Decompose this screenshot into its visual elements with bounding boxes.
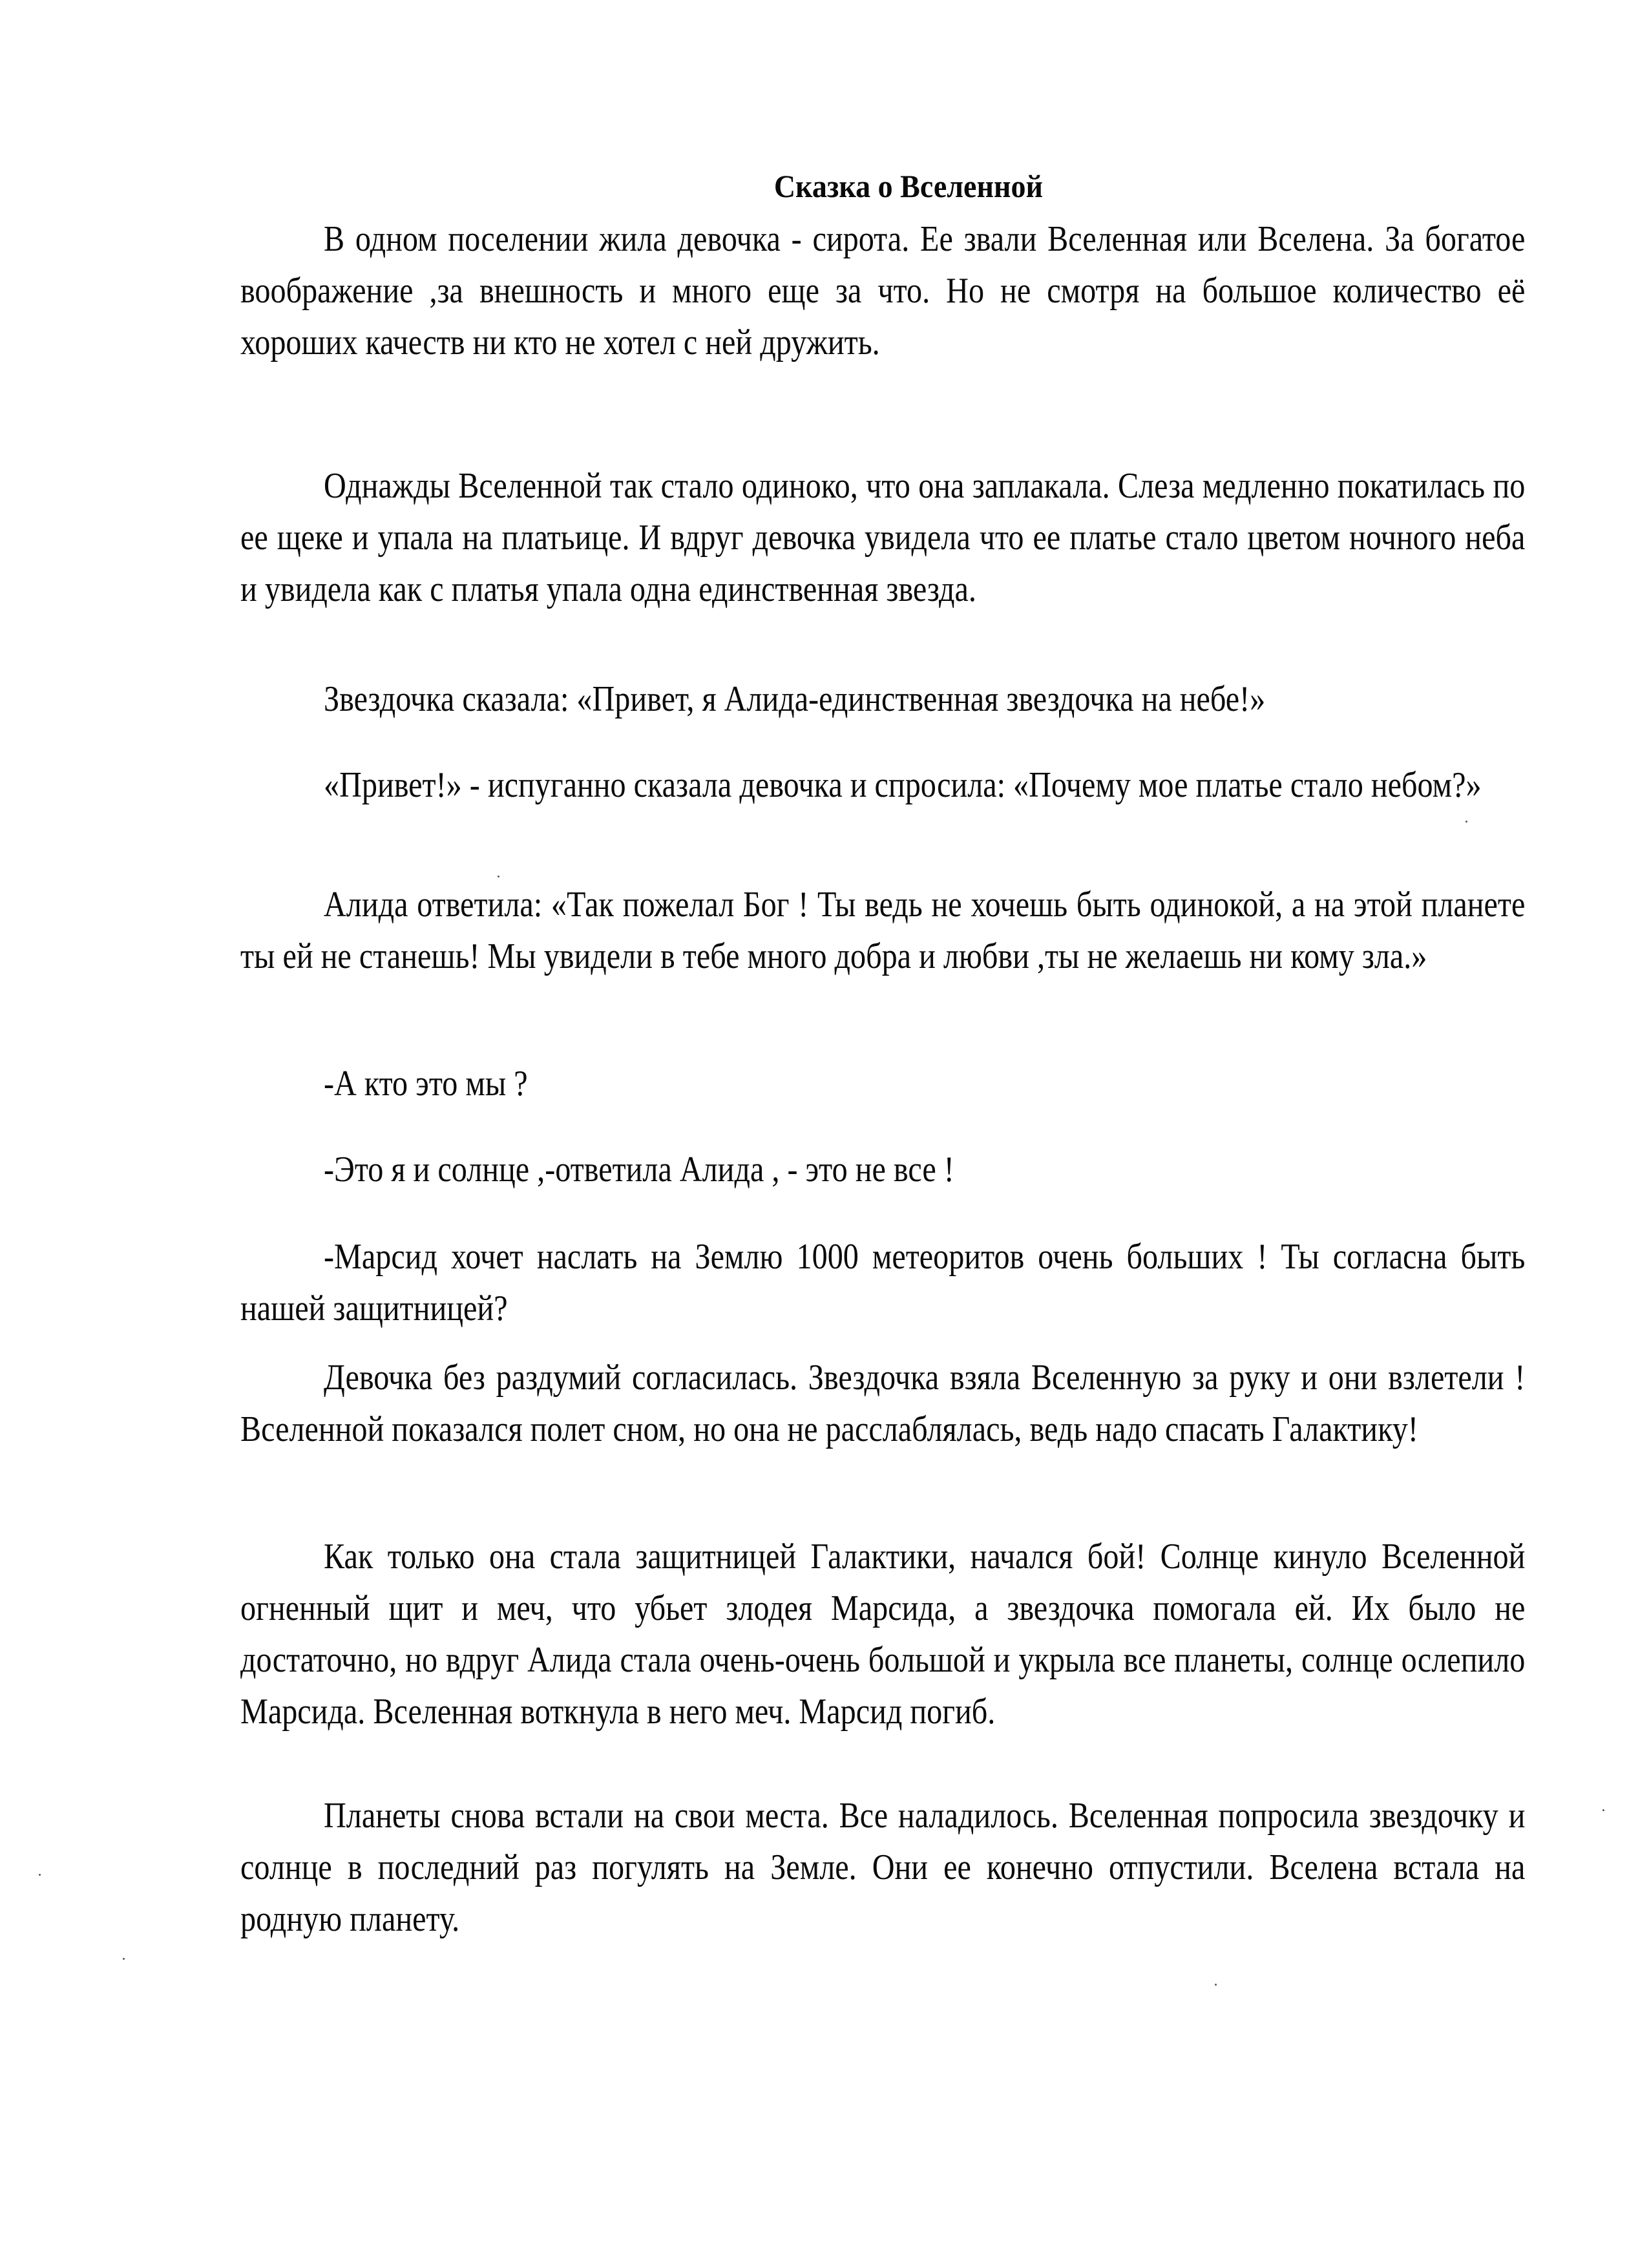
scan-speck — [1465, 821, 1467, 823]
paragraph-8: -Марсид хочет наслать на Землю 1000 метеоритов очень больших ! Ты согласна быть нашей защитницей? — [240, 1237, 1526, 1328]
paragraph-9: Девочка без раздумий согласилась. Звездочка взяла Вселенную за руку и они взлетели ! Вселенной показался полет сном, но она не расслаблялась, ведь надо спасать Галактику! — [240, 1358, 1526, 1449]
paragraph-3: Звездочка сказала: «Привет, я Алида-единственная звездочка на небе!» — [324, 679, 1266, 719]
paragraph-7: -Это я и солнце ,-ответила Алида , - это не все ! — [324, 1150, 954, 1190]
paragraph-11: Планеты снова встали на свои места. Все наладилось. Вселенная попросила звездочку и солнце в последний раз погулять на Земле. Они ее конечно отпустили. Вселена встала на родную планету. — [240, 1796, 1526, 1939]
paragraph-4: «Привет!» - испуганно сказала девочка и спросила: «Почему мое платье стало небом?» — [324, 765, 1482, 805]
paragraph-2: Однажды Вселенной так стало одиноко, что она заплакала. Слеза медленно покатилась по ее щеке и упала на платьице. И вдруг девочка увидела что ее платье стало цветом ночного неба и увидела как с платья упала одна единственная звезда. — [240, 466, 1526, 609]
paragraph-6: -А кто это мы ? — [324, 1064, 528, 1104]
scan-speck — [39, 1874, 41, 1876]
story-title: Сказка о Вселенной — [773, 167, 1043, 204]
paragraph-10: Как только она стала защитницей Галактики, начался бой! Солнце кинуло Вселенной огненный щит и меч, что убьет злодея Марсида, а звездочка помогала ей. Их было не достаточно, но вдруг Алида стала очень-очень большой и укрыла все планеты, солнце ослепило Марсида. Вселенная воткнула в него меч. Марсид погиб. — [240, 1537, 1526, 1732]
scan-speck — [498, 876, 499, 877]
scan-speck — [1215, 1984, 1217, 1986]
scan-speck — [1602, 1809, 1604, 1811]
paragraph-5: Алида ответила: «Так пожелал Бог ! Ты ведь не хочешь быть одинокой, а на этой планете ты ей не станешь! Мы увидели в тебе много добра и любви ,ты не желаешь ни кому зла.» — [240, 885, 1526, 976]
scan-speck — [123, 1958, 125, 1960]
paragraph-1: В одном поселении жила девочка - сирота. Ее звали Вселенная или Вселена. За богатое воображение ,за внешность и много еще за что. Но не смотря на большое количество её хороших качеств ни кто не хотел с ней дружить. — [240, 219, 1526, 362]
